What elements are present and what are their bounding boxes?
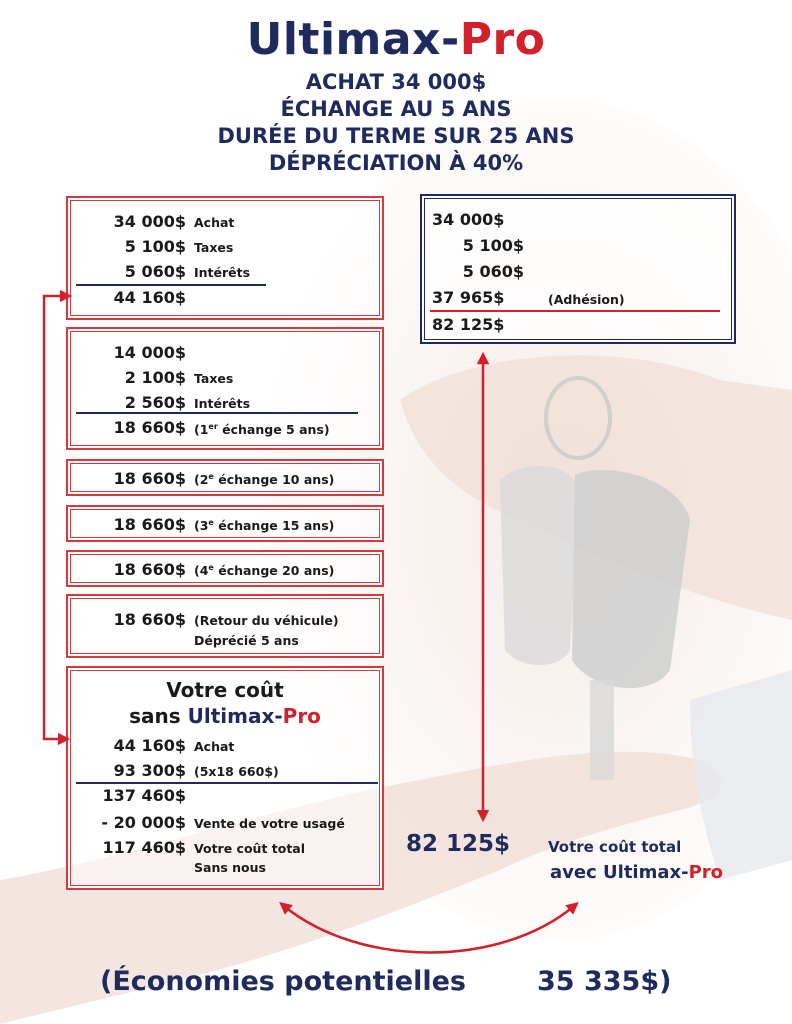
label: Déprécié 5 ans [194, 633, 299, 648]
label: (Retour du véhicule) [194, 613, 339, 628]
amount: 18 660$ [113, 469, 186, 488]
label: Vente de votre usagé [194, 816, 345, 831]
label: Intérêts [194, 265, 251, 280]
amount: 137 460$ [102, 786, 186, 805]
label: (2e échange 10 ans) [194, 472, 335, 488]
amount: 5 100$ [124, 237, 186, 256]
amount: 18 660$ [113, 418, 186, 437]
amount: 18 660$ [113, 515, 186, 534]
label: Votre coût total [194, 841, 306, 856]
amount: 5 060$ [462, 262, 524, 281]
amount: 34 000$ [432, 210, 505, 229]
total-brand-label: avec Ultimax-Pro [550, 862, 724, 883]
amount: 5 100$ [462, 236, 524, 255]
amount: 18 660$ [113, 610, 186, 629]
total-label: Votre coût total [548, 838, 682, 856]
left-bracket-arrow [44, 296, 66, 739]
amount: 117 460$ [102, 838, 186, 857]
amount: 5 060$ [124, 262, 186, 281]
amount: 82 125$ [432, 315, 505, 334]
label: Taxes [194, 371, 234, 386]
label: (3e échange 15 ans) [194, 518, 335, 534]
amount: 2 560$ [124, 393, 186, 412]
amount: 44 160$ [113, 288, 186, 307]
label: Sans nous [194, 860, 266, 875]
brand-name-part1: Ultimax- [246, 14, 460, 65]
amount: 37 965$ [432, 288, 505, 307]
amount: 18 660$ [113, 560, 186, 579]
brand-name-part2: Pro [459, 14, 546, 65]
cost-subtitle: sans Ultimax-Pro [129, 704, 321, 728]
subtitle-line-2: ÉCHANGE AU 5 ANS [280, 97, 512, 121]
curved-double-arrow [284, 906, 574, 953]
savings-amount: 35 335$) [537, 966, 672, 997]
label: Taxes [194, 240, 234, 255]
label: Achat [194, 215, 235, 230]
amount: 14 000$ [113, 343, 186, 362]
subtitle-line-4: DÉPRÉCIATION À 40% [268, 151, 524, 175]
total-amount: 82 125$ [406, 831, 511, 857]
subtitle-line-3: DURÉE DU TERME SUR 25 ANS [217, 124, 575, 148]
amount: 34 000$ [113, 212, 186, 231]
label: (1er échange 5 ans) [194, 422, 330, 438]
amount: 93 300$ [113, 761, 186, 780]
amount: - 20 000$ [101, 813, 186, 832]
savings-label: (Économies potentielles [100, 966, 466, 997]
label: Achat [194, 739, 235, 754]
amount: 44 160$ [113, 736, 186, 755]
label: (Adhésion) [548, 292, 625, 307]
label: (5x18 660$) [194, 764, 279, 779]
cost-title: Votre coût [166, 678, 284, 702]
label: Intérêts [194, 396, 251, 411]
label: (4e échange 20 ans) [194, 563, 335, 579]
amount: 2 100$ [124, 368, 186, 387]
subtitle-line-1: ACHAT 34 000$ [305, 70, 487, 94]
